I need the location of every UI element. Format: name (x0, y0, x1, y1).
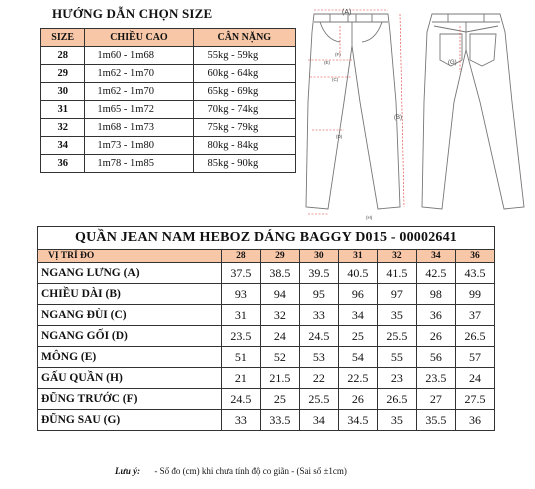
size-guide-cell: 32 (41, 119, 85, 137)
size-guide-cell: 36 (41, 155, 85, 173)
size-guide-row (41, 47, 296, 65)
measurement-label: GẤU QUẦN (H) (38, 368, 222, 389)
measurement-value: 36 (416, 305, 455, 326)
measurement-value: 22 (299, 368, 338, 389)
pants-diagram (300, 2, 532, 222)
note-text: - Số đo (cm) khi chưa tính độ co giãn - (Sai số ±1cm) (154, 466, 347, 476)
measurement-value: 24 (260, 326, 299, 347)
measurement-row (38, 389, 495, 410)
size-guide-header-cell: SIZE (41, 29, 85, 47)
measurement-value: 56 (416, 347, 455, 368)
pants-back-icon (422, 14, 524, 209)
measurement-value: 39.5 (299, 263, 338, 284)
measurement-value: 27.5 (455, 389, 494, 410)
measurement-value: 96 (338, 284, 377, 305)
measurement-value: 98 (416, 284, 455, 305)
measurement-label: NGANG ĐÙI (C) (38, 305, 222, 326)
label-e: (E) (324, 60, 330, 65)
measurement-value: 25.5 (299, 389, 338, 410)
measurement-value: 26 (338, 389, 377, 410)
measurement-value: 55 (377, 347, 416, 368)
size-guide-title: HƯỚNG DẪN CHỌN SIZE (52, 6, 213, 21)
size-guide-cell: 85kg - 90kg (193, 155, 295, 173)
measurement-value: 31 (221, 305, 260, 326)
measurement-label: ĐŨNG TRƯỚC (F) (38, 389, 222, 410)
size-guide-row (41, 119, 296, 137)
size-guide-cell: 65kg - 69kg (193, 83, 295, 101)
measurement-value: 24.5 (299, 326, 338, 347)
position-header: VỊ TRÍ ĐO (38, 250, 222, 263)
measurement-value: 24.5 (221, 389, 260, 410)
measurement-value: 42.5 (416, 263, 455, 284)
measurement-header-row (38, 250, 495, 263)
size-guide-header-cell: CÂN NẶNG (193, 29, 295, 47)
measurement-value: 23.5 (416, 368, 455, 389)
measurement-label: NGANG GỐI (D) (38, 326, 222, 347)
measurement-label: ĐŨNG SAU (G) (38, 410, 222, 431)
size-guide-row (41, 137, 296, 155)
measurement-value: 33 (299, 305, 338, 326)
measurement-value: 93 (221, 284, 260, 305)
measurement-label: CHIỀU DÀI (B) (38, 284, 222, 305)
size-guide-cell: 55kg - 59kg (193, 47, 295, 65)
size-guide-cell: 1m68 - 1m73 (85, 119, 193, 137)
size-guide-row (41, 83, 296, 101)
measurement-value: 34.5 (338, 410, 377, 431)
measurement-value: 54 (338, 347, 377, 368)
size-column-header: 36 (455, 250, 494, 263)
size-column-header: 28 (221, 250, 260, 263)
measurement-value: 32 (260, 305, 299, 326)
measurement-row (38, 410, 495, 431)
label-d: (D) (336, 134, 343, 139)
size-guide-cell: 1m62 - 1m70 (85, 83, 193, 101)
measurement-value: 23 (377, 368, 416, 389)
measurement-value: 25.5 (377, 326, 416, 347)
size-guide-cell: 60kg - 64kg (193, 65, 295, 83)
size-column-header: 31 (338, 250, 377, 263)
measurement-value: 34 (299, 410, 338, 431)
measurement-value: 34 (338, 305, 377, 326)
size-guide-cell: 1m62 - 1m70 (85, 65, 193, 83)
size-column-header: 34 (416, 250, 455, 263)
measurement-value: 35.5 (416, 410, 455, 431)
size-column-header: 30 (299, 250, 338, 263)
measurement-value: 25 (338, 326, 377, 347)
size-guide-table (40, 28, 296, 173)
size-guide-header-cell: CHIỀU CAO (85, 29, 193, 47)
measurement-value: 36 (455, 410, 494, 431)
measurement-value: 41.5 (377, 263, 416, 284)
measurement-value: 53 (299, 347, 338, 368)
measurement-value: 52 (260, 347, 299, 368)
measurement-row (38, 326, 495, 347)
measurement-value: 35 (377, 305, 416, 326)
measurement-value: 97 (377, 284, 416, 305)
size-guide-cell: 1m60 - 1m68 (85, 47, 193, 65)
pants-front-icon (306, 14, 400, 209)
label-g: (G) (448, 60, 457, 66)
size-guide-row (41, 101, 296, 119)
size-guide-cell: 31 (41, 101, 85, 119)
size-guide-cell: 29 (41, 65, 85, 83)
measurement-value: 26.5 (455, 326, 494, 347)
measurement-row (38, 368, 495, 389)
measurement-value: 35 (377, 410, 416, 431)
label-b: (B) (394, 115, 402, 121)
measurement-value: 40.5 (338, 263, 377, 284)
measurement-value: 33.5 (260, 410, 299, 431)
size-guide-cell: 30 (41, 83, 85, 101)
label-f: (F) (335, 52, 341, 57)
product-title: QUẦN JEAN NAM HEBOZ DÁNG BAGGY D015 - 00002641 (38, 227, 495, 250)
size-guide-cell: 28 (41, 47, 85, 65)
measurement-value: 24 (455, 368, 494, 389)
size-column-header: 32 (377, 250, 416, 263)
size-guide-cell: 34 (41, 137, 85, 155)
measurement-row (38, 284, 495, 305)
note-label: Lưu ý: (115, 466, 141, 476)
label-a: (A) (342, 9, 352, 16)
measurement-value: 95 (299, 284, 338, 305)
size-guide-cell: 70kg - 74kg (193, 101, 295, 119)
size-guide-row (41, 155, 296, 173)
size-guide-cell: 1m65 - 1m72 (85, 101, 193, 119)
measurement-row (38, 263, 495, 284)
measurement-value: 25 (260, 389, 299, 410)
size-guide-cell: 1m73 - 1m80 (85, 137, 193, 155)
measurement-value: 27 (416, 389, 455, 410)
measurement-value: 26 (416, 326, 455, 347)
measurement-value: 26.5 (377, 389, 416, 410)
measurement-label: NGANG LƯNG (A) (38, 263, 222, 284)
measurement-value: 94 (260, 284, 299, 305)
measurement-row (38, 347, 495, 368)
size-guide-row (41, 65, 296, 83)
measurement-value: 38.5 (260, 263, 299, 284)
measurement-value: 33 (221, 410, 260, 431)
measurement-label: MÔNG (E) (38, 347, 222, 368)
measurement-value: 37 (455, 305, 494, 326)
size-guide-cell: 1m78 - 1m85 (85, 155, 193, 173)
measurement-value: 43.5 (455, 263, 494, 284)
measurement-value: 99 (455, 284, 494, 305)
measurement-row (38, 305, 495, 326)
size-guide-cell: 75kg - 79kg (193, 119, 295, 137)
size-guide-header-row (41, 29, 296, 47)
size-column-header: 29 (260, 250, 299, 263)
measurement-value: 37.5 (221, 263, 260, 284)
measurement-value: 21 (221, 368, 260, 389)
measurement-value: 57 (455, 347, 494, 368)
label-c: (C) (332, 77, 339, 82)
measurement-value: 21.5 (260, 368, 299, 389)
measurement-value: 22.5 (338, 368, 377, 389)
measurement-table (37, 226, 495, 431)
label-h: (H) (366, 215, 373, 220)
size-guide-cell: 80kg - 84kg (193, 137, 295, 155)
measurement-value: 51 (221, 347, 260, 368)
measurement-value: 23.5 (221, 326, 260, 347)
note (115, 466, 347, 476)
